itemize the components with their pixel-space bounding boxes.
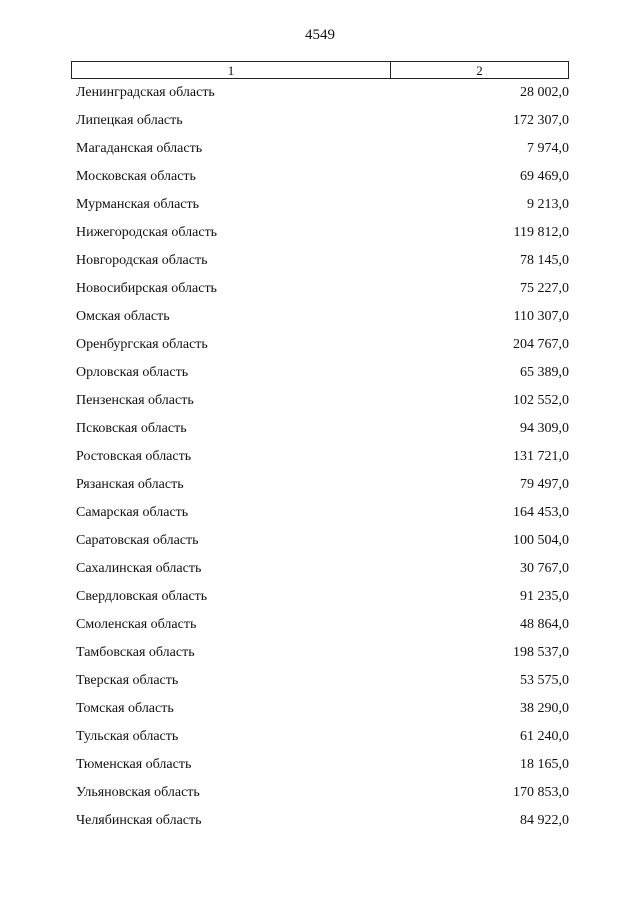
table-row	[0, 587, 640, 615]
table-row	[0, 391, 640, 419]
region-value: 78 145,0	[520, 253, 569, 268]
table-body	[0, 83, 640, 839]
table-row	[0, 223, 640, 251]
region-value: 79 497,0	[520, 477, 569, 492]
region-value: 38 290,0	[520, 701, 569, 716]
table-row	[0, 727, 640, 755]
region-value: 102 552,0	[513, 393, 569, 408]
table-row	[0, 139, 640, 167]
region-name: Новгородская область	[76, 253, 208, 268]
region-value: 164 453,0	[513, 505, 569, 520]
region-name: Свердловская область	[76, 589, 208, 604]
region-value: 172 307,0	[513, 113, 569, 128]
region-name: Орловская область	[76, 365, 189, 380]
table-row	[0, 755, 640, 783]
region-name: Сахалинская область	[76, 561, 202, 576]
region-value: 110 307,0	[513, 309, 569, 324]
region-value: 75 227,0	[520, 281, 569, 296]
region-name: Тамбовская область	[76, 645, 195, 660]
region-value: 53 575,0	[520, 673, 569, 688]
region-name: Тверская область	[76, 673, 179, 688]
region-name: Томская область	[76, 701, 174, 716]
region-value: 28 002,0	[520, 85, 569, 100]
region-value: 100 504,0	[513, 533, 569, 548]
table-row	[0, 335, 640, 363]
table-row	[0, 615, 640, 643]
table-row	[0, 363, 640, 391]
region-value: 204 767,0	[513, 337, 569, 352]
table-row	[0, 671, 640, 699]
region-name: Оренбургская область	[76, 337, 208, 352]
region-name: Новосибирская область	[76, 281, 217, 296]
region-value: 119 812,0	[513, 225, 569, 240]
table-row	[0, 447, 640, 475]
region-value: 18 165,0	[520, 757, 569, 772]
table-row	[0, 167, 640, 195]
region-value: 65 389,0	[520, 365, 569, 380]
region-name: Липецкая область	[76, 113, 183, 128]
region-name: Магаданская область	[76, 141, 203, 156]
region-value: 61 240,0	[520, 729, 569, 744]
table-row	[0, 643, 640, 671]
region-name: Московская область	[76, 169, 196, 184]
column-header-2: 2	[476, 62, 483, 78]
region-value: 198 537,0	[513, 645, 569, 660]
table-row	[0, 811, 640, 839]
region-value: 170 853,0	[513, 785, 569, 800]
region-value: 9 213,0	[527, 197, 569, 212]
region-value: 7 974,0	[527, 141, 569, 156]
region-name: Мурманская область	[76, 197, 200, 212]
region-name: Рязанская область	[76, 477, 184, 492]
region-name: Омская область	[76, 309, 170, 324]
column-header-1: 1	[72, 62, 391, 78]
region-name: Пензенская область	[76, 393, 194, 408]
table-row	[0, 279, 640, 307]
region-name: Ленинградская область	[76, 85, 215, 100]
table-row	[0, 559, 640, 587]
region-value: 91 235,0	[520, 589, 569, 604]
table-row	[0, 699, 640, 727]
table-row	[0, 503, 640, 531]
region-name: Самарская область	[76, 505, 189, 520]
region-name: Ульяновская область	[76, 785, 200, 800]
region-name: Ростовская область	[76, 449, 192, 464]
table-row	[0, 307, 640, 335]
region-value: 94 309,0	[520, 421, 569, 436]
table-row	[0, 419, 640, 447]
table-row	[0, 195, 640, 223]
table-row	[0, 531, 640, 559]
region-name: Тульская область	[76, 729, 179, 744]
region-value: 48 864,0	[520, 617, 569, 632]
table-row	[0, 111, 640, 139]
region-name: Нижегородская область	[76, 225, 218, 240]
region-name: Саратовская область	[76, 533, 199, 548]
region-value: 69 469,0	[520, 169, 569, 184]
region-name: Челябинская область	[76, 813, 202, 828]
region-name: Смоленская область	[76, 617, 197, 632]
table-row	[0, 783, 640, 811]
table-header	[71, 61, 569, 79]
region-name: Тюменская область	[76, 757, 192, 772]
region-value: 84 922,0	[520, 813, 569, 828]
region-name: Псковская область	[76, 421, 187, 436]
table-row	[0, 251, 640, 279]
page-number: 4549	[305, 27, 335, 43]
table-row	[0, 475, 640, 503]
region-value: 131 721,0	[513, 449, 569, 464]
region-value: 30 767,0	[520, 561, 569, 576]
table-row	[0, 83, 640, 111]
